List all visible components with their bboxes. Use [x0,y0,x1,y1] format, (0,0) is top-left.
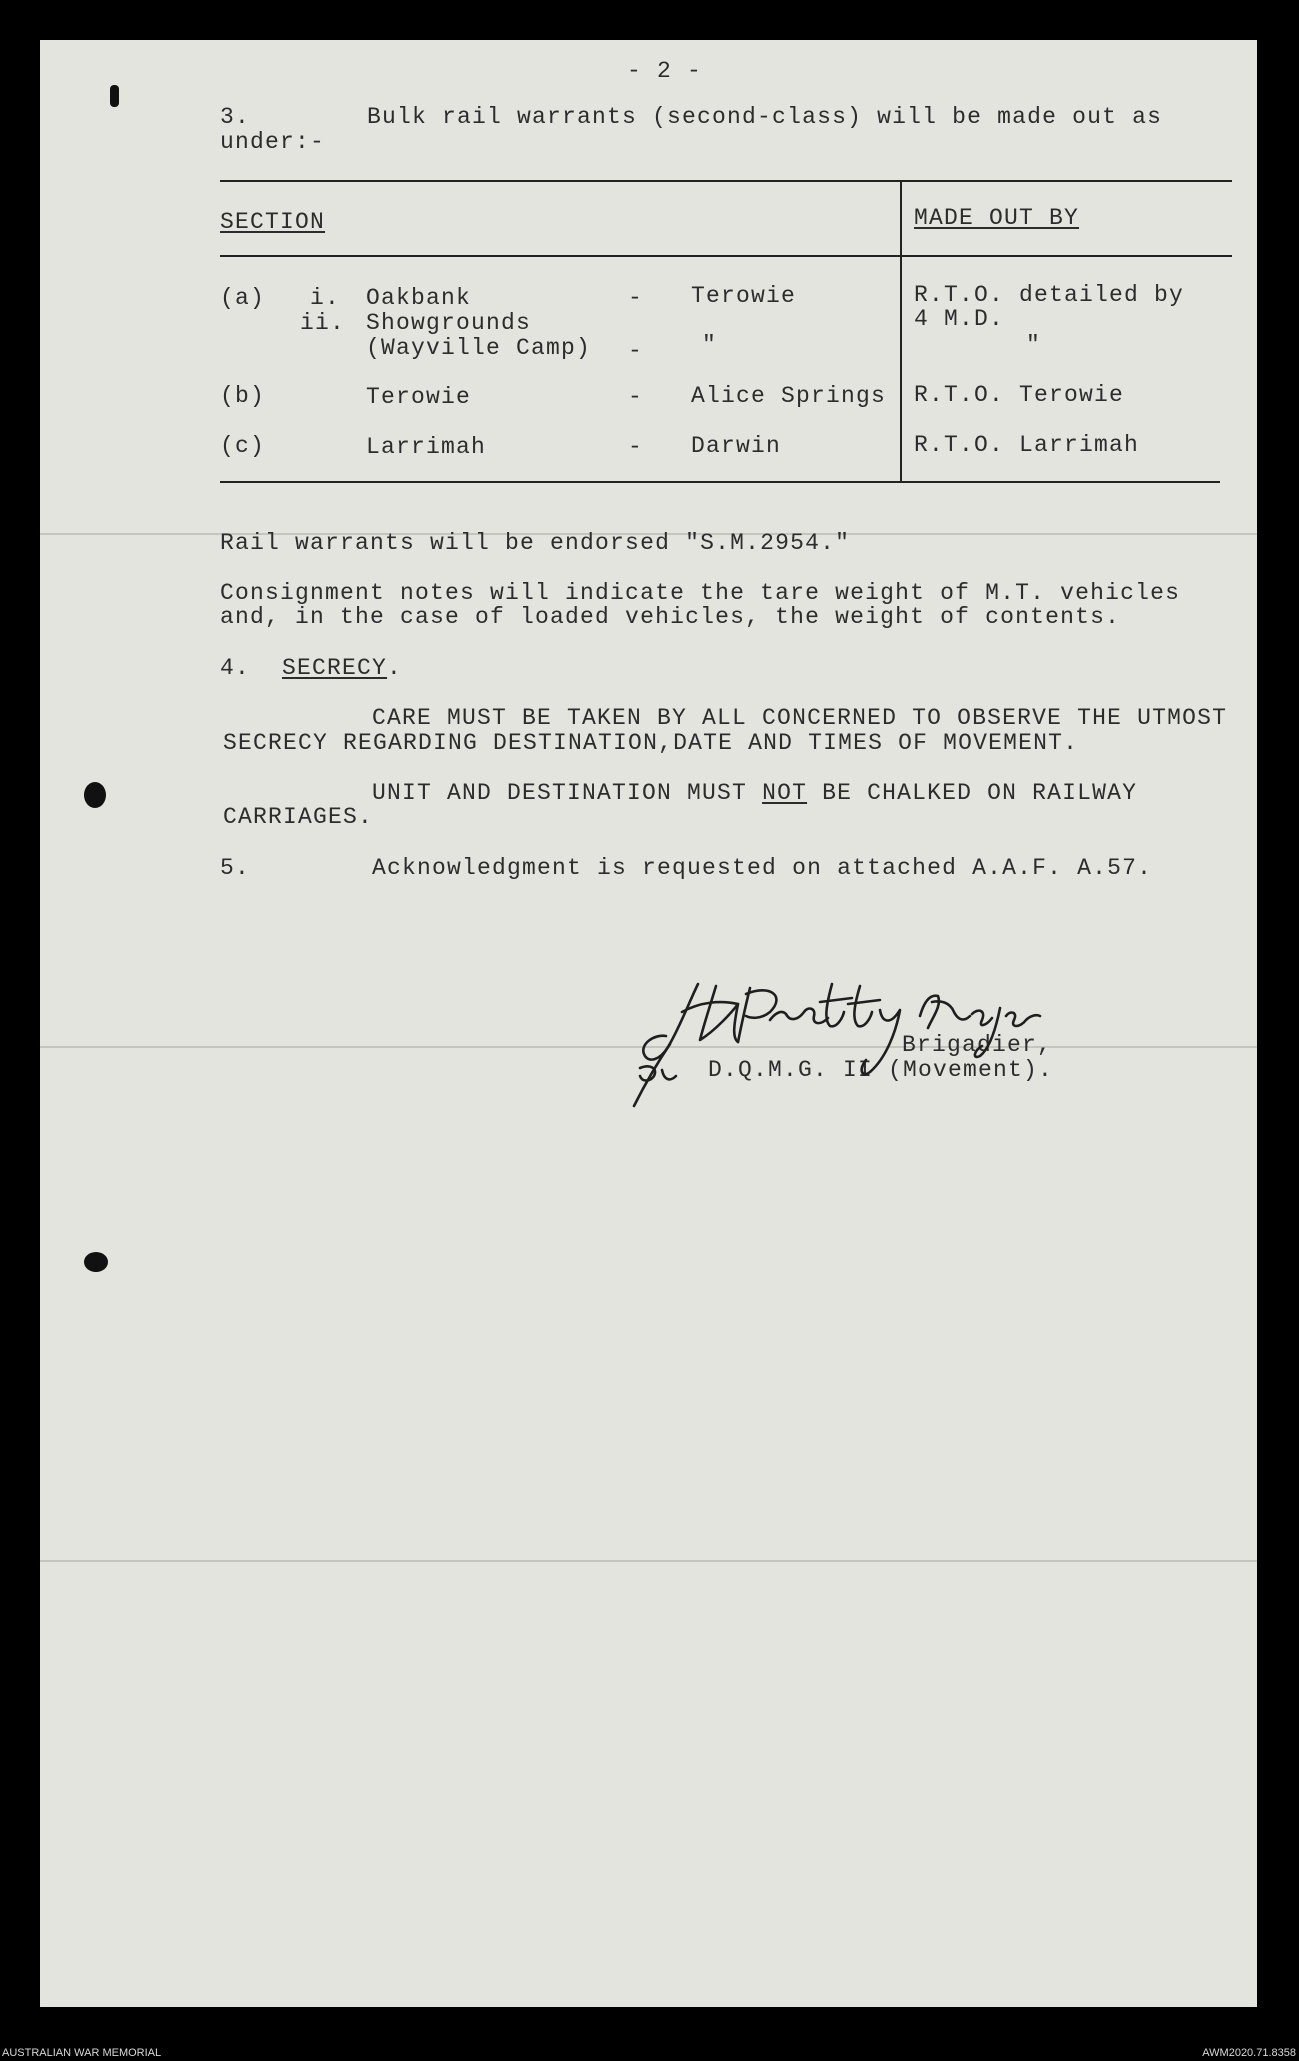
para3-line2: under:- [220,129,326,155]
secrecy-heading-text: SECRECY [282,655,388,681]
row-from: Oakbank [366,285,472,311]
row-label: (c) [220,433,266,459]
row-to: Alice Springs [691,383,887,409]
secrecy-p1-line2: SECRECY REGARDING DESTINATION,DATE AND TIMES OF MOVEMENT. [223,730,1079,756]
row-dash: - [628,338,644,364]
para3-number: 3. [220,104,251,130]
secrecy-p2-text-cont: BE CHALKED ON RAILWAY [807,780,1138,806]
row-dash: - [628,384,644,410]
para4-number: 4. [220,655,251,681]
row-from: Showgrounds [366,310,532,336]
secrecy-p2-text: UNIT AND DESTINATION MUST [372,780,763,806]
footer-accession-number: AWM2020.71.8358 [1202,2047,1296,2059]
endorsement-note: Rail warrants will be endorsed "S.M.2954." [220,530,851,556]
row-made-out-by: R.T.O. Terowie [914,382,1125,408]
signatory-rank: Brigadier, [902,1032,1053,1058]
signatory-title: D.Q.M.G. II (Movement). [708,1057,1054,1083]
fold-line [40,1560,1257,1562]
paper-hole [110,85,119,107]
para5-text: Acknowledgment is requested on attached A.A.F. A.57. [372,855,1153,881]
table-bottom-rule [220,481,1220,483]
row-made-out-by: R.T.O. Larrimah [914,432,1140,458]
para3-line1: Bulk rail warrants (second-class) will be made out as [367,104,1163,130]
row-number: i. [310,285,341,311]
col-header-made-out-by: MADE OUT BY [914,205,1080,231]
secrecy-p2-line1 [372,780,1137,806]
row-to: Darwin [691,433,782,459]
consignment-line1: Consignment notes will indicate the tare weight of M.T. vehicles [220,580,1181,606]
table-header-rule [220,255,1232,257]
row-to: Terowie [691,283,797,309]
row-label: (a) [220,285,266,311]
secrecy-p2-line2: CARRIAGES. [223,804,374,830]
secrecy-p2-not: NOT [762,780,808,806]
paper-hole [84,782,106,808]
row-dash: - [628,434,644,460]
col-header-section: SECTION [220,209,326,235]
row-dash: - [628,285,644,311]
consignment-line2: and, in the case of loaded vehicles, the weight of contents. [220,604,1121,630]
row-from-cont: (Wayville Camp) [366,335,592,361]
row-from: Terowie [366,384,472,410]
table-top-rule [220,180,1232,182]
row-made-out-by-ditto: " [1026,332,1042,358]
row-to-ditto: " [702,332,718,358]
page-number: - 2 - [627,58,703,84]
row-made-out-by: R.T.O. detailed by [914,282,1185,308]
row-number: ii. [300,310,346,336]
row-made-out-by-cont: 4 M.D. [914,306,1005,332]
row-label: (b) [220,383,266,409]
para5-number: 5. [220,855,251,881]
handwritten-signature [620,972,1080,1112]
row-from: Larrimah [366,434,487,460]
footer-institution: AUSTRALIAN WAR MEMORIAL [2,2047,162,2059]
paper-hole [84,1252,108,1272]
table-column-divider [900,180,902,481]
secrecy-p1-line1: CARE MUST BE TAKEN BY ALL CONCERNED TO OBSERVE THE UTMOST [372,705,1228,731]
secrecy-heading-stop: . [387,655,403,681]
secrecy-heading [282,655,402,681]
